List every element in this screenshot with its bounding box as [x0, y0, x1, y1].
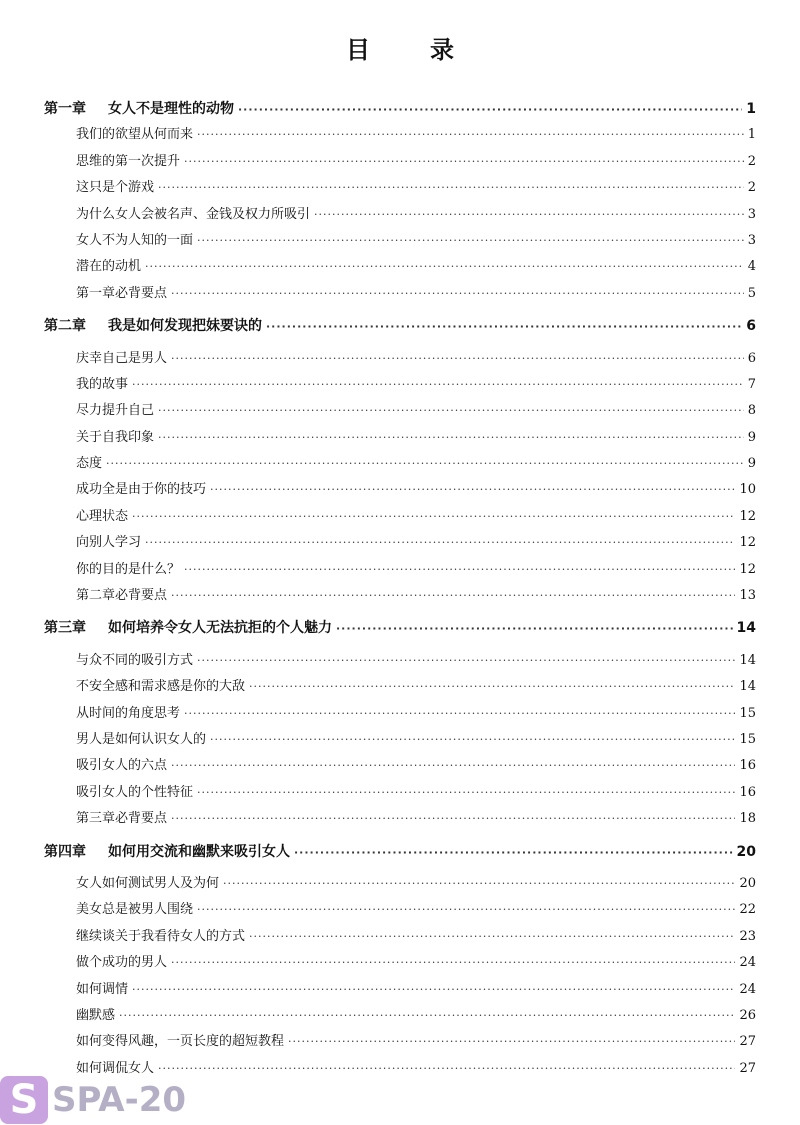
toc-chapter-1[interactable] [44, 96, 756, 122]
page-number: 15 [739, 705, 756, 721]
toc-entry[interactable] [44, 372, 756, 398]
page-number: 27 [739, 1034, 756, 1050]
page-number: 4 [747, 259, 756, 275]
watermark-letter: S [0, 1076, 48, 1124]
entry-title: 从时间的角度思考 [76, 705, 181, 721]
page-number: 13 [739, 588, 756, 604]
table-of-contents [44, 96, 756, 1082]
dot-leader [158, 425, 744, 451]
entry-title: 如何调侃女人 [76, 1060, 155, 1076]
entry-title: 庆幸自己是男人 [76, 350, 168, 366]
dot-leader [294, 840, 733, 866]
page-number: 10 [739, 482, 756, 498]
page-number: 3 [747, 232, 756, 248]
entry-title: 你的目的是什么？ [76, 561, 181, 577]
page-number: 16 [739, 784, 756, 800]
page-number: 20 [736, 843, 756, 860]
toc-entry[interactable] [44, 557, 756, 583]
dot-leader [171, 281, 744, 307]
toc-entry[interactable] [44, 753, 756, 779]
dot-leader [145, 254, 744, 280]
dot-leader [249, 924, 735, 950]
page-number: 9 [747, 456, 756, 472]
toc-entry[interactable] [44, 504, 756, 530]
entry-title: 美女总是被男人围绕 [76, 902, 194, 918]
toc-entry[interactable] [44, 281, 756, 307]
page-number: 22 [739, 902, 756, 918]
entry-title: 继续谈关于我看待女人的方式 [76, 928, 246, 944]
dot-leader [119, 1003, 735, 1029]
page-number: 6 [746, 318, 756, 335]
dot-leader [197, 122, 744, 148]
page-number: 12 [739, 508, 756, 524]
page-number: 2 [747, 153, 756, 169]
toc-chapter-3[interactable] [44, 615, 756, 641]
entry-title: 吸引女人的六点 [76, 758, 168, 774]
entry-title: 成功全是由于你的技巧 [76, 482, 207, 498]
dot-leader [249, 674, 735, 700]
chapter-title: 如何培养令女人无法抗拒的个人魅力 [108, 620, 332, 637]
toc-entry[interactable] [44, 530, 756, 556]
entry-title: 潜在的动机 [76, 259, 142, 275]
toc-entry[interactable] [44, 727, 756, 753]
entry-title: 女人如何测试男人及为何 [76, 875, 220, 891]
page-number: 27 [739, 1060, 756, 1076]
entry-title: 第二章必背要点 [76, 588, 168, 604]
dot-leader [238, 97, 742, 123]
dot-leader [336, 616, 733, 642]
page-number: 3 [747, 206, 756, 222]
page-number: 20 [739, 875, 756, 891]
entry-title: 女人不为人知的一面 [76, 232, 194, 248]
toc-entry[interactable] [44, 897, 756, 923]
page-number: 8 [747, 403, 756, 419]
entry-title: 我的故事 [76, 376, 129, 392]
dot-leader [158, 398, 744, 424]
entry-title: 第三章必背要点 [76, 811, 168, 827]
toc-chapter-2[interactable] [44, 313, 756, 339]
chapter-title: 如何用交流和幽默来吸引女人 [108, 843, 290, 860]
entry-title: 关于自我印象 [76, 429, 155, 445]
chapter-number: 第三章 [44, 620, 86, 637]
page-number: 18 [739, 811, 756, 827]
entry-title: 男人是如何认识女人的 [76, 731, 207, 747]
page-number: 12 [739, 535, 756, 551]
entry-title: 如何调情 [76, 981, 129, 997]
dot-leader [158, 175, 744, 201]
entry-title: 吸引女人的个性特征 [76, 784, 194, 800]
dot-leader [171, 806, 735, 832]
dot-leader [132, 372, 744, 398]
entry-title: 做个成功的男人 [76, 955, 168, 971]
entry-title: 尽力提升自己 [76, 403, 155, 419]
dot-leader [171, 346, 744, 372]
dot-leader [197, 780, 735, 806]
page-number: 1 [747, 127, 756, 143]
toc-entry[interactable] [44, 701, 756, 727]
dot-leader [158, 1056, 735, 1082]
entry-title: 幽默感 [76, 1007, 116, 1023]
dot-leader [171, 583, 735, 609]
toc-entry[interactable] [44, 780, 756, 806]
dot-leader [197, 228, 744, 254]
chapter-number: 第四章 [44, 843, 86, 860]
entry-title: 思维的第一次提升 [76, 153, 181, 169]
toc-entry[interactable] [44, 977, 756, 1003]
page-number: 7 [747, 376, 756, 392]
toc-entry[interactable] [44, 477, 756, 503]
toc-chapter-4[interactable] [44, 839, 756, 865]
page-title: 目 录 [346, 35, 472, 64]
toc-entry[interactable] [44, 451, 756, 477]
toc-entry[interactable] [44, 398, 756, 424]
chapter-number: 第二章 [44, 318, 86, 335]
toc-entry[interactable] [44, 228, 756, 254]
toc-entry[interactable] [44, 648, 756, 674]
page-number: 2 [747, 180, 756, 196]
entry-title: 这只是个游戏 [76, 180, 155, 196]
watermark-text: SPA-20 [52, 1080, 187, 1120]
toc-entry[interactable] [44, 674, 756, 700]
page-number: 24 [739, 981, 756, 997]
entry-title: 向别人学习 [76, 535, 142, 551]
page-number: 14 [736, 620, 756, 637]
entry-title: 如何变得风趣，一页长度的超短教程 [76, 1034, 285, 1050]
dot-leader [171, 753, 735, 779]
entry-title: 态度 [76, 456, 103, 472]
entry-title: 心理状态 [76, 508, 129, 524]
toc-entry[interactable] [44, 175, 756, 201]
page-number: 15 [739, 731, 756, 747]
dot-leader [197, 897, 735, 923]
entry-title: 为什么女人会被名声、金钱及权力所吸引 [76, 206, 311, 222]
dot-leader [184, 149, 744, 175]
page-number: 16 [739, 758, 756, 774]
page-number: 1 [746, 101, 756, 117]
dot-leader [210, 727, 735, 753]
dot-leader [288, 1029, 735, 1055]
dot-leader [184, 701, 735, 727]
page-number: 24 [739, 955, 756, 971]
chapter-number: 第一章 [44, 101, 86, 117]
dot-leader [314, 202, 744, 228]
toc-entry[interactable] [44, 924, 756, 950]
page-number: 9 [747, 429, 756, 445]
page-number: 5 [747, 285, 756, 301]
page-number: 23 [739, 928, 756, 944]
toc-entry[interactable] [44, 122, 756, 148]
toc-entry[interactable] [44, 950, 756, 976]
dot-leader [266, 314, 742, 340]
entry-title: 第一章必背要点 [76, 285, 168, 301]
page-number: 14 [739, 679, 756, 695]
chapter-title: 女人不是理性的动物 [108, 101, 234, 117]
page-number: 12 [739, 561, 756, 577]
toc-entry[interactable] [44, 1029, 756, 1055]
chapter-title: 我是如何发现把妹要诀的 [108, 318, 262, 335]
page-number: 6 [747, 350, 756, 366]
toc-entry[interactable] [44, 346, 756, 372]
dot-leader [145, 530, 735, 556]
entry-title: 与众不同的吸引方式 [76, 652, 194, 668]
toc-entry[interactable] [44, 1003, 756, 1029]
toc-entry[interactable] [44, 806, 756, 832]
dot-leader [132, 504, 735, 530]
toc-entry[interactable] [44, 254, 756, 280]
dot-leader [223, 871, 735, 897]
page-number: 26 [739, 1007, 756, 1023]
dot-leader [132, 977, 735, 1003]
page-number: 14 [739, 652, 756, 668]
toc-entry[interactable] [44, 583, 756, 609]
entry-title: 我们的欲望从何而来 [76, 127, 194, 143]
dot-leader [197, 648, 735, 674]
dot-leader [106, 451, 744, 477]
toc-entry[interactable] [44, 871, 756, 897]
dot-leader [184, 557, 735, 583]
dot-leader [171, 950, 735, 976]
watermark-logo [0, 1075, 210, 1125]
dot-leader [210, 477, 735, 503]
toc-entry[interactable] [44, 202, 756, 228]
entry-title: 不安全感和需求感是你的大敌 [76, 679, 246, 695]
toc-entry[interactable] [44, 425, 756, 451]
toc-entry[interactable] [44, 149, 756, 175]
